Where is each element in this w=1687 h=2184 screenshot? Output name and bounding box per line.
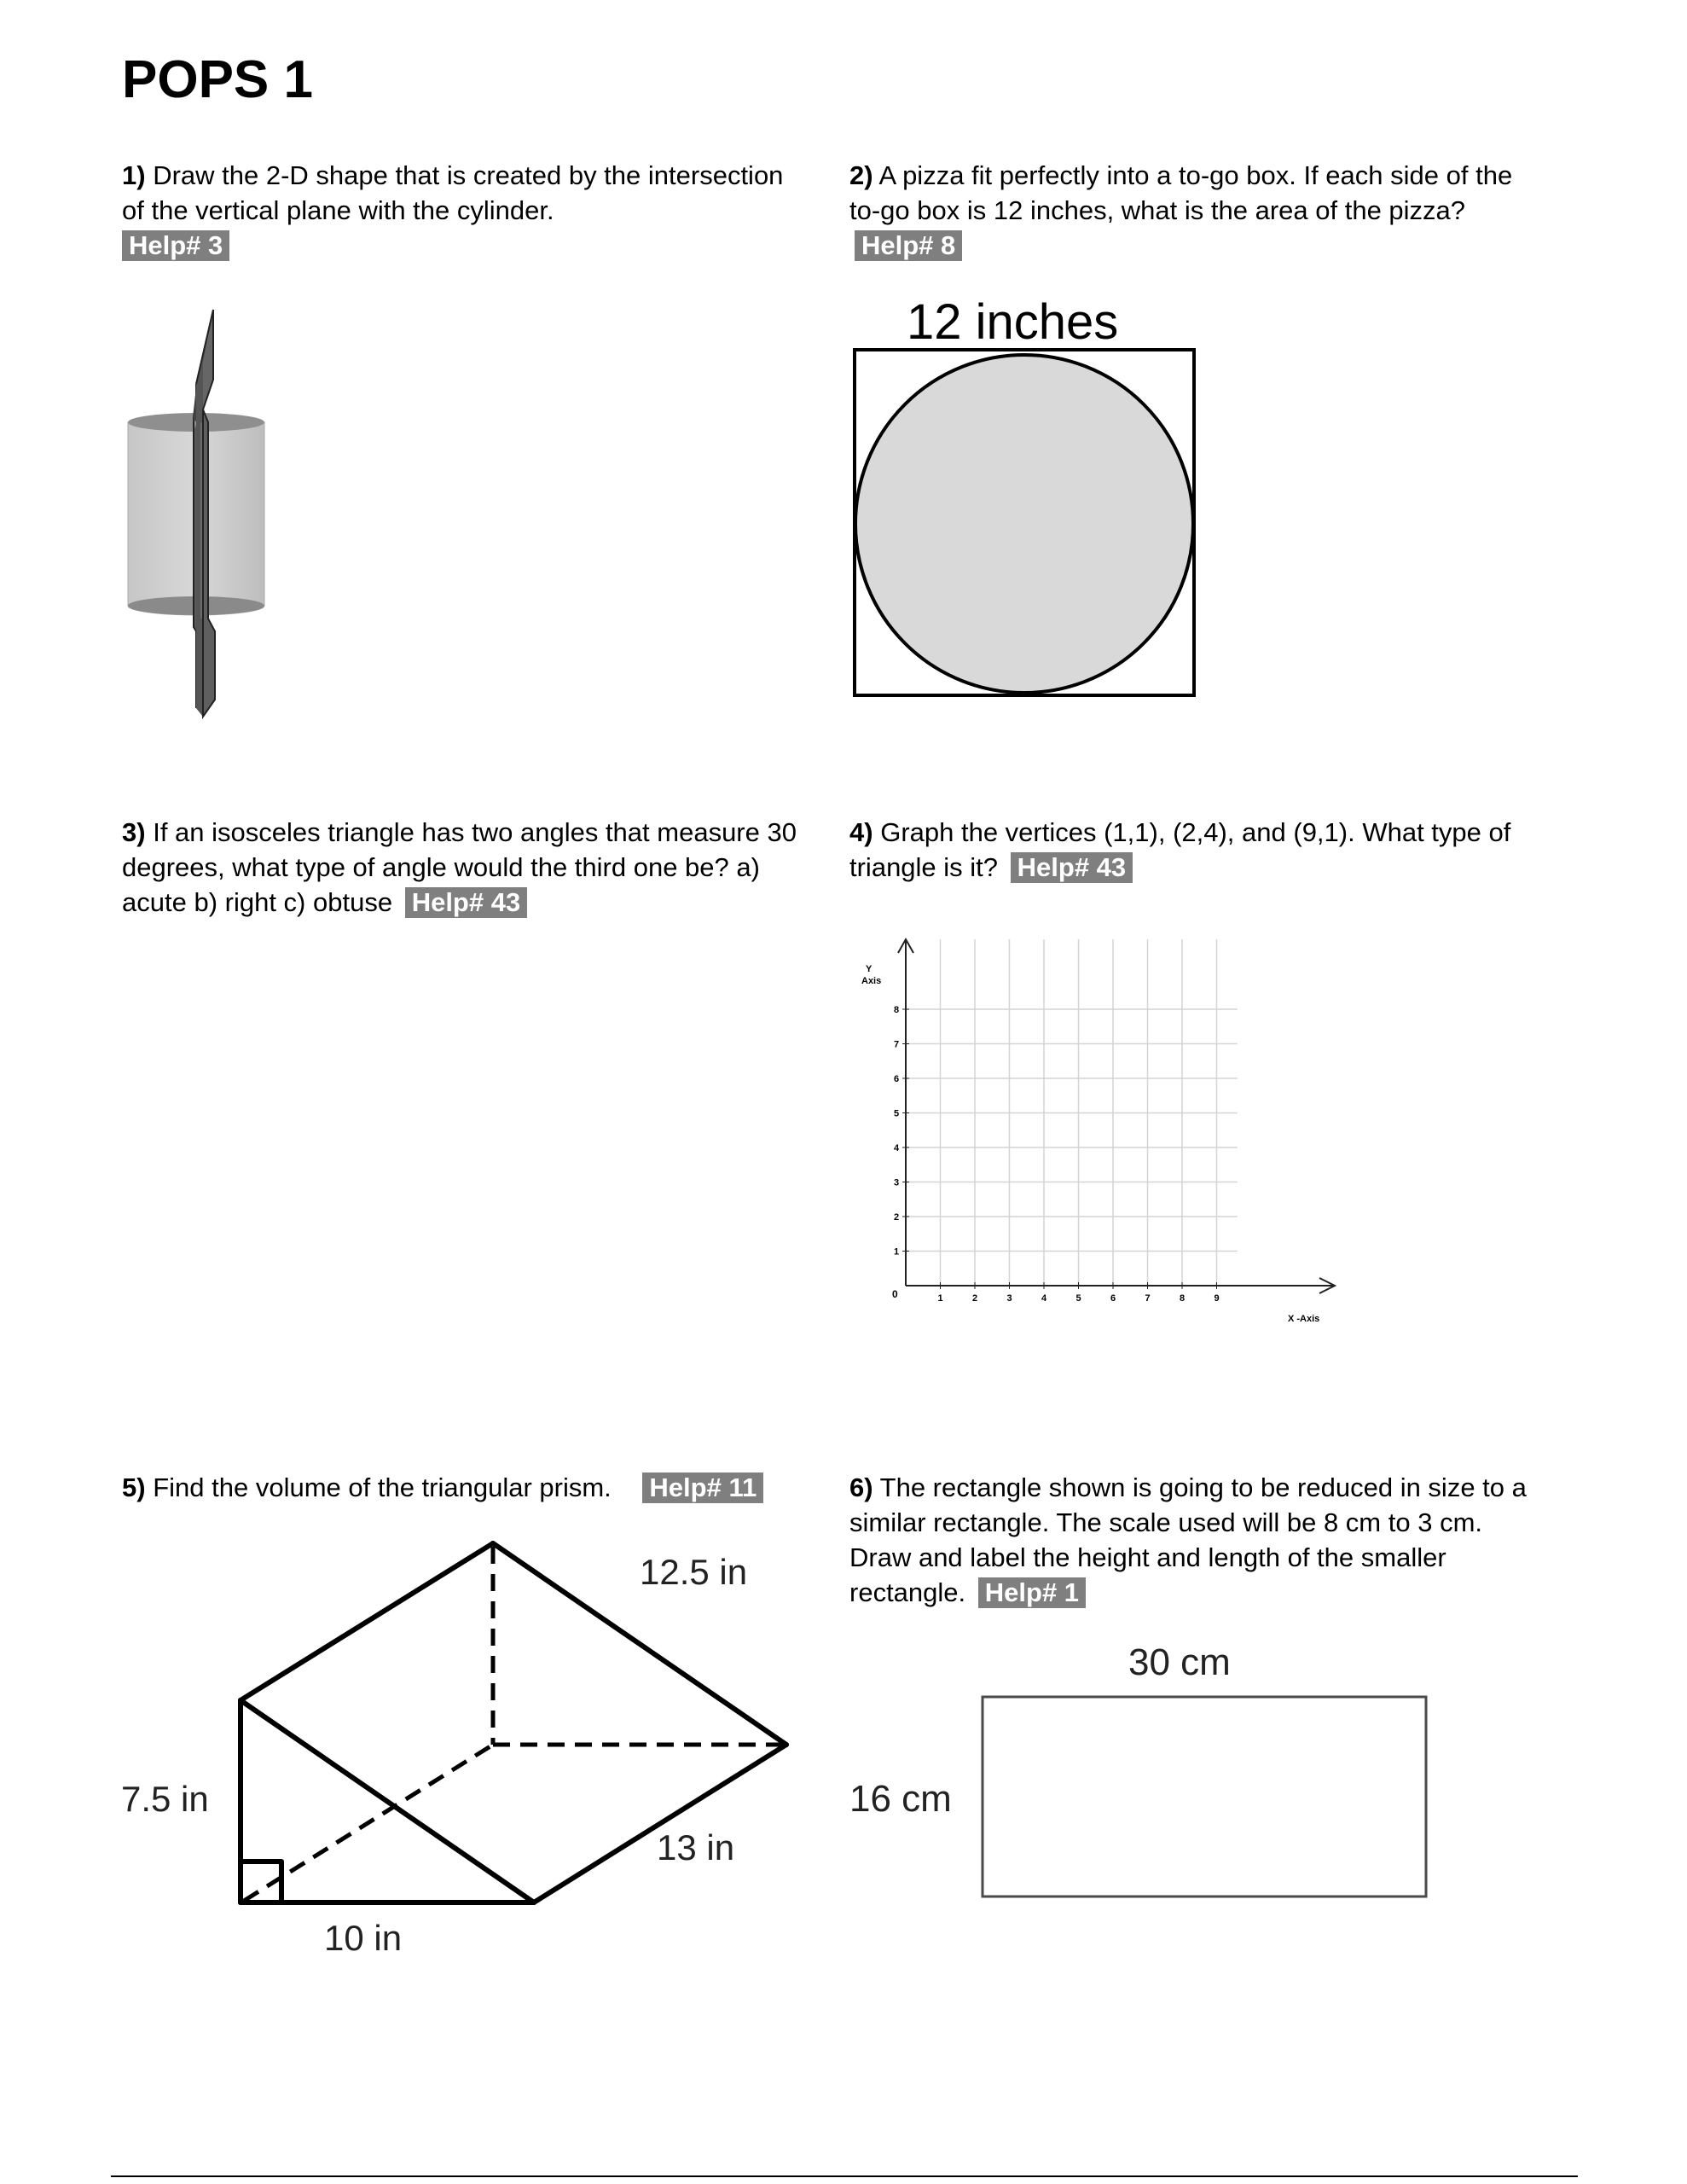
question-1 xyxy=(122,158,804,263)
question-text: If an isosceles triangle has two angles that measure 30 degrees, what type of angle would the third one be? a) acute b) right c) obtuse xyxy=(122,817,797,917)
question-number: 4) xyxy=(849,817,873,847)
page-title: POPS 1 xyxy=(122,50,313,109)
origin-label: 0 xyxy=(892,1288,898,1300)
help-badge[interactable]: Help# 1 xyxy=(978,1577,1086,1608)
question-number: 6) xyxy=(849,1472,873,1502)
x-tick-label: 9 xyxy=(1214,1293,1220,1304)
x-tick-label: 8 xyxy=(1180,1293,1186,1304)
y-tick-label: 4 xyxy=(894,1143,900,1153)
x-tick-label: 6 xyxy=(1110,1293,1116,1304)
x-tick-label: 7 xyxy=(1145,1293,1151,1304)
triangular-prism-figure xyxy=(111,1527,793,1971)
x-axis-label: X -Axis xyxy=(1288,1314,1320,1324)
y-tick-label: 7 xyxy=(894,1039,900,1050)
question-number: 2) xyxy=(849,160,873,190)
pizza-circle xyxy=(855,355,1193,693)
y-tick-label: 6 xyxy=(894,1074,900,1084)
question-6 xyxy=(849,1470,1549,1610)
x-tick-label: 5 xyxy=(1075,1293,1081,1304)
question-text: The rectangle shown is going to be reduced in size to a similar rectangle. The scale used will be 8 cm to 3 cm. Draw and label the height and length of the smaller rectangle. xyxy=(849,1472,1527,1607)
help-badge[interactable]: Help# 43 xyxy=(405,887,528,918)
y-tick-label: 5 xyxy=(894,1108,900,1119)
question-number: 3) xyxy=(122,817,146,847)
pizza-box-figure xyxy=(853,348,1203,698)
y-tick-label: 3 xyxy=(894,1177,900,1188)
rect-length-label: 30 cm xyxy=(1128,1641,1231,1683)
help-badge[interactable]: Help# 11 xyxy=(642,1472,763,1503)
rect-height-label: 16 cm xyxy=(849,1778,952,1820)
question-5 xyxy=(122,1470,821,1505)
question-text: A pizza fit perfectly into a to-go box. If each side of the to-go box is 12 inches, what is the area of the pizza? xyxy=(849,160,1513,225)
box-side-label: 12 inches xyxy=(907,294,1119,350)
question-text: Find the volume of the triangular prism. xyxy=(153,1472,612,1502)
footer-rule xyxy=(111,2175,1578,2177)
question-number: 1) xyxy=(122,160,146,190)
y-axis-label: Y xyxy=(866,964,872,974)
question-text: Graph the vertices (1,1), (2,4), and (9,1). What type of triangle is it? xyxy=(849,817,1511,882)
x-tick-label: 3 xyxy=(1006,1293,1012,1304)
question-2 xyxy=(849,158,1515,263)
y-tick-label: 2 xyxy=(894,1212,900,1223)
x-tick-label: 1 xyxy=(937,1293,943,1304)
coordinate-grid xyxy=(849,934,1360,1335)
rectangle-figure xyxy=(979,1693,1431,1898)
x-tick-label: 2 xyxy=(972,1293,978,1304)
prism-label-height: 7.5 in xyxy=(121,1779,209,1819)
y-tick-label: 1 xyxy=(894,1246,900,1258)
prism-label-top: 12.5 in xyxy=(640,1552,748,1592)
x-tick-label: 4 xyxy=(1041,1293,1047,1304)
question-4 xyxy=(849,815,1532,885)
prism-label-slant: 13 in xyxy=(657,1827,735,1867)
question-number: 5) xyxy=(122,1472,146,1502)
question-text: Draw the 2-D shape that is created by the intersection of the vertical plane with the cylinder. xyxy=(122,160,784,225)
help-badge[interactable]: Help# 3 xyxy=(122,230,229,261)
y-tick-label: 8 xyxy=(894,1005,900,1015)
help-badge[interactable]: Help# 43 xyxy=(1011,852,1133,883)
cylinder-plane-figure xyxy=(111,294,281,721)
prism-label-base: 10 in xyxy=(324,1918,403,1958)
y-axis-label-2: Axis xyxy=(861,976,882,986)
question-3 xyxy=(122,815,804,920)
help-badge[interactable]: Help# 8 xyxy=(855,230,962,261)
